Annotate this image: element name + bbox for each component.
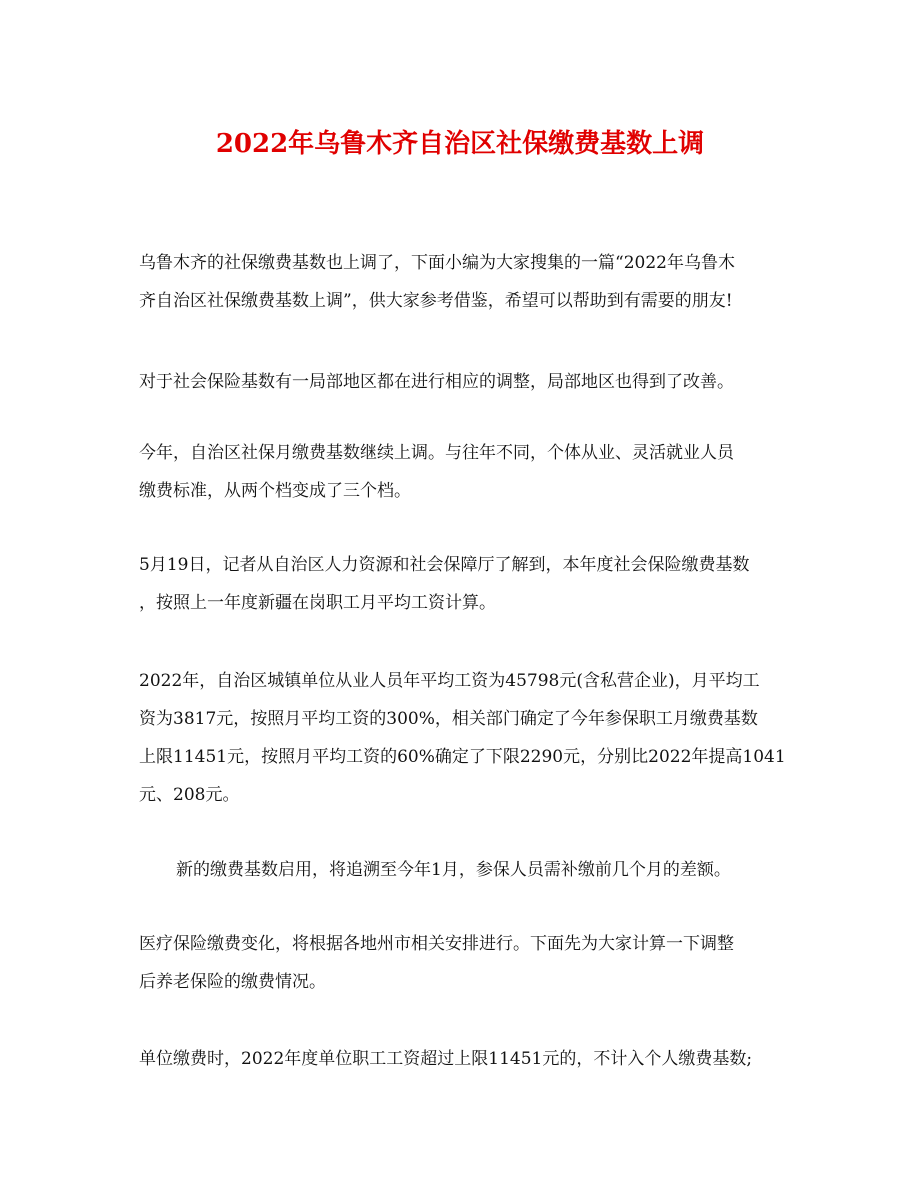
- paragraph-base-adjustment: [139, 363, 789, 401]
- paragraph-line: 对于社会保险基数有一局部地区都在进行相应的调整，局部地区也得到了改善。: [139, 372, 734, 392]
- paragraph-line: 2022年，自治区城镇单位从业人员年平均工资为45798元(含私营企业)，月平均工: [139, 671, 760, 691]
- paragraph-line: 元、208元。: [139, 785, 240, 805]
- paragraph-line: 今年，自治区社保月缴费基数继续上调。与往年不同，个体从业、灵活就业人员: [139, 443, 734, 463]
- paragraph-line: 新的缴费基数启用，将追溯至今年1月，参保人员需补缴前几个月的差额。: [176, 860, 731, 880]
- paragraph-line: 单位缴费时，2022年度单位职工工资超过上限11451元的，不计入个人缴费基数;: [139, 1049, 753, 1069]
- paragraph-may-19: [139, 546, 789, 622]
- paragraph-line: 资为3817元，按照月平均工资的300%，相关部门确定了今年参保职工月缴费基数: [139, 709, 758, 729]
- paragraph-line: 乌鲁木齐的社保缴费基数也上调了，下面小编为大家搜集的一篇“2022年乌鲁木: [139, 253, 735, 273]
- paragraph-line: 5月19日，记者从自治区人力资源和社会保障厅了解到，本年度社会保险缴费基数: [139, 555, 750, 575]
- paragraph-unit-payment: [139, 1040, 789, 1078]
- paragraph-intro: [139, 244, 789, 320]
- document-title: 2022年乌鲁木齐自治区社保缴费基数上调: [215, 129, 705, 159]
- paragraph-medical-insurance: [139, 925, 789, 1001]
- paragraph-line: 后养老保险的缴费情况。: [139, 972, 326, 992]
- paragraph-line: ，按照上一年度新疆在岗职工月平均工资计算。: [139, 593, 496, 613]
- paragraph-line: 齐自治区社保缴费基数上调”，供大家参考借鉴，希望可以帮助到有需要的朋友!: [139, 291, 733, 311]
- paragraph-this-year: [139, 434, 789, 510]
- paragraph-2022-wages: [139, 662, 789, 814]
- paragraph-retroactive: [139, 851, 826, 889]
- paragraph-line: 医疗保险缴费变化，将根据各地州市相关安排进行。下面先为大家计算一下调整: [139, 934, 734, 954]
- paragraph-line: 上限11451元，按照月平均工资的60%确定了下限2290元，分别比2022年提高1041: [139, 747, 786, 767]
- paragraph-line: 缴费标准，从两个档变成了三个档。: [139, 481, 411, 501]
